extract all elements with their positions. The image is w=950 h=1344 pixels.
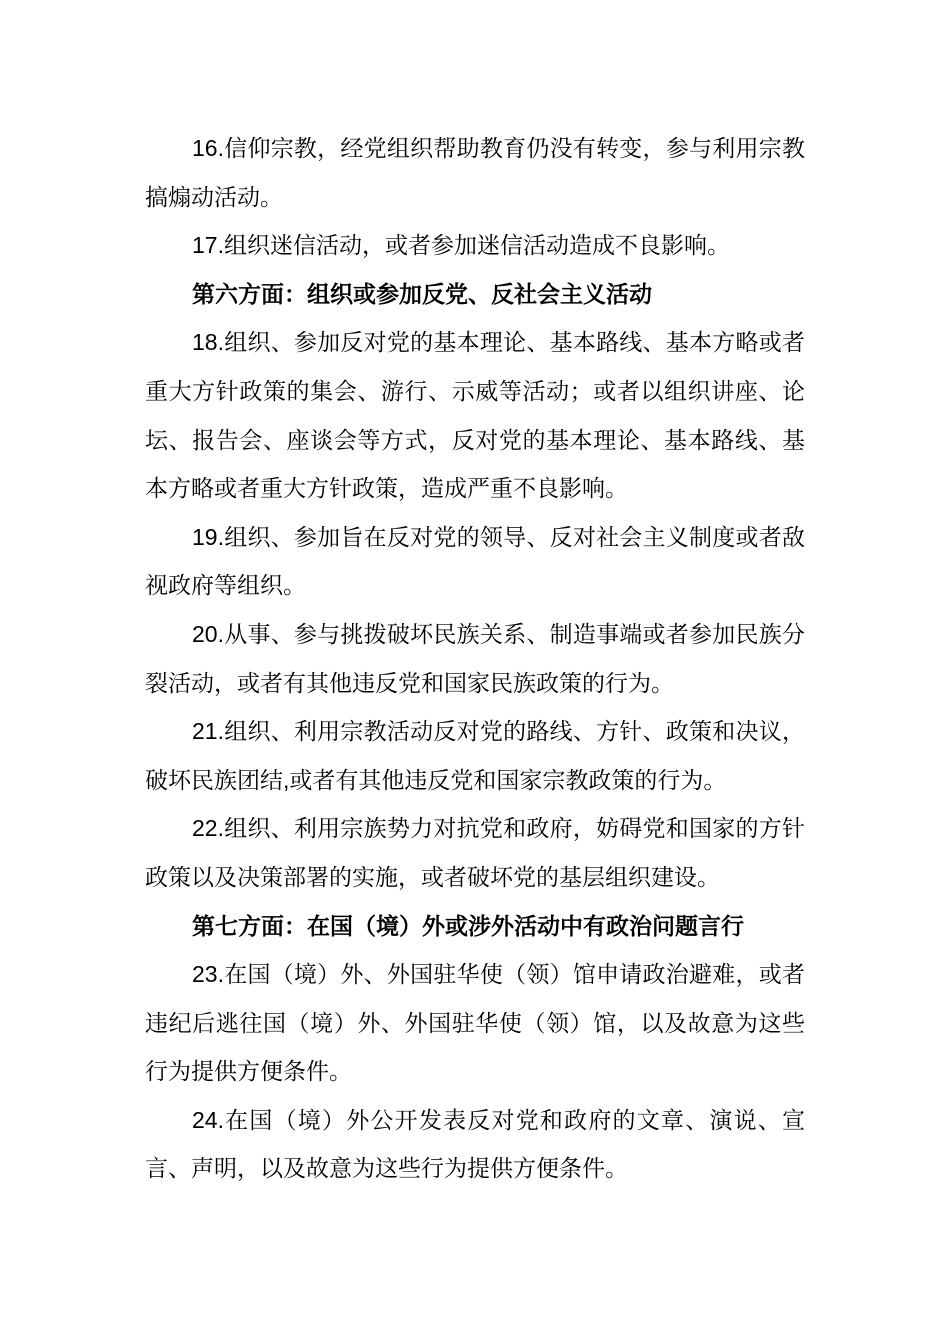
section-heading-7: 第七方面：在国（境）外或涉外活动中有政治问题言行: [192, 912, 744, 939]
list-item-18: 18.组织、参加反对党的基本理论、基本路线、基本方略或者重大方针政策的集会、游行、示威等活动；或者以组织讲座、论坛、报告会、座谈会等方式，反对党的基本理论、基本路线、基本方略或者重大方针政策，造成严重不良影响。: [145, 329, 805, 502]
list-item-20: 20.从事、参与挑拨破坏民族关系、制造事端或者参加民族分裂活动，或者有其他违反党和国家民族政策的行为。: [145, 620, 805, 696]
list-item-19: 19.组织、参加旨在反对党的领导、反对社会主义制度或者敌视政府等组织。: [145, 523, 805, 599]
list-item-17: 17.组织迷信活动，或者参加迷信活动造成不良影响。: [192, 232, 730, 259]
list-item-23: 23.在国（境）外、外国驻华使（领）馆申请政治避难，或者违纪后逃往国（境）外、外国驻华使（领）馆，以及故意为这些行为提供方便条件。: [145, 961, 805, 1085]
list-item-22: 22.组织、利用宗族势力对抗党和政府，妨碍党和国家的方针政策以及决策部署的实施，或者破坏党的基层组织建设。: [145, 815, 805, 890]
list-item-21: 21.组织、利用宗教活动反对党的路线、方针、政策和决议，破坏民族团结,或者有其他违反党和国家宗教政策的行为。: [145, 718, 805, 793]
list-item-16: 16.信仰宗教，经党组织帮助教育仍没有转变，参与利用宗教搞煽动活动。: [145, 135, 805, 210]
list-item-24: 24.在国（境）外公开发表反对党和政府的文章、演说、宣言、声明，以及故意为这些行为提供方便条件。: [145, 1106, 805, 1182]
section-heading-6: 第六方面：组织或参加反党、反社会主义活动: [192, 280, 652, 307]
